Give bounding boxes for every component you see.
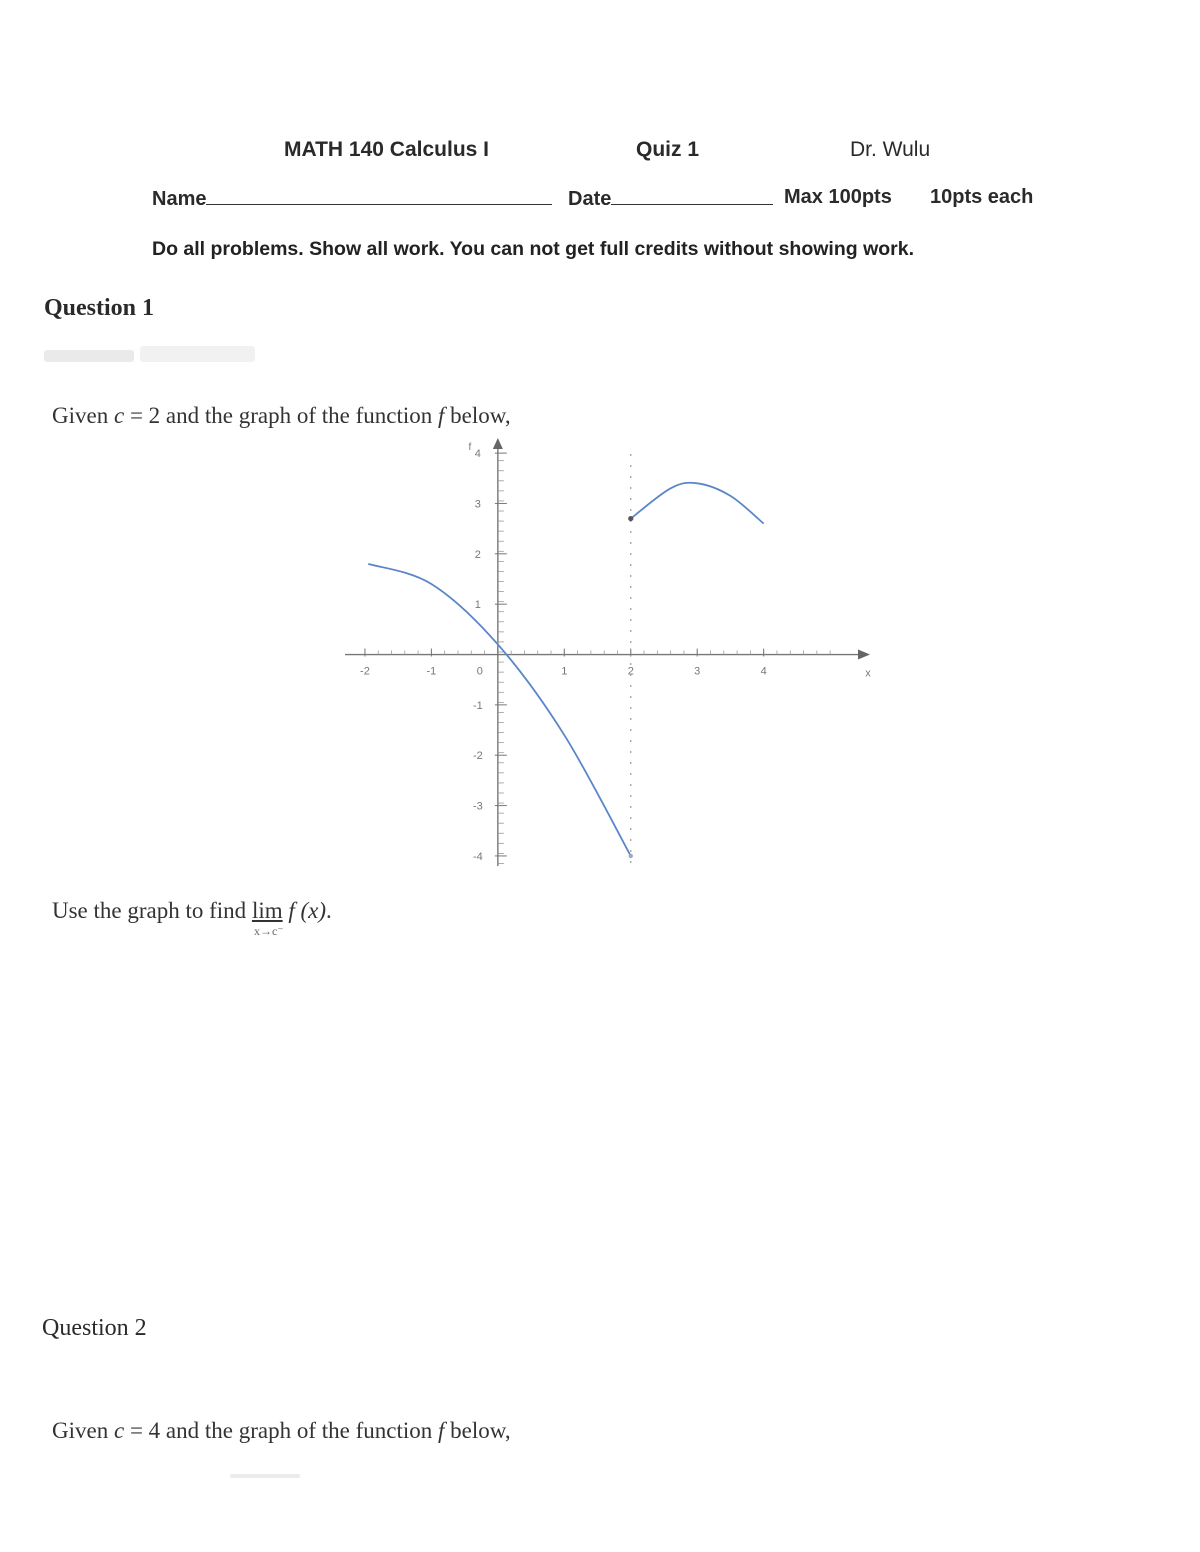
instructor-name: Dr. Wulu xyxy=(850,138,931,161)
y-tick-label: -1 xyxy=(472,699,483,712)
name-field[interactable] xyxy=(152,186,552,211)
y-tick-label: -3 xyxy=(472,800,483,813)
date-label: Date xyxy=(568,188,612,210)
y-tick-label: 3 xyxy=(474,498,481,511)
function-graph xyxy=(330,428,890,878)
curve-left-piece xyxy=(368,564,631,856)
curve-right-piece xyxy=(631,483,764,524)
x-tick-label: 2 xyxy=(627,665,634,678)
y-axis-label: f xyxy=(468,442,472,453)
limit-expression: f (x) xyxy=(288,898,327,923)
max-points: Max 100pts xyxy=(784,186,892,208)
y-tick-label: 2 xyxy=(474,548,481,561)
given-suffix: below, xyxy=(450,403,511,428)
given-variable: c xyxy=(113,1418,125,1443)
course-title: MATH 140 Calculus I xyxy=(284,138,489,161)
points-each: 10pts each xyxy=(930,186,1034,208)
x-tick-label: 1 xyxy=(561,665,568,678)
limit-subscript: x→c⁻ xyxy=(253,924,284,938)
x-tick-label: 4 xyxy=(760,665,767,678)
y-tick-label: -4 xyxy=(472,850,483,863)
scan-smudge xyxy=(230,1474,300,1478)
x-tick-label: 0 xyxy=(476,665,483,678)
question2-title: Question 2 xyxy=(42,1315,147,1341)
given-equation: = 2 and the graph of the function xyxy=(129,403,433,428)
x-tick-label: 3 xyxy=(694,665,701,678)
y-tick-label: -2 xyxy=(472,750,483,763)
limit-notation xyxy=(251,898,284,938)
scan-smudge xyxy=(140,346,255,362)
question1-given xyxy=(52,403,511,429)
prompt-prefix: Use the graph to find xyxy=(52,898,247,923)
given-function: f xyxy=(438,403,445,428)
date-blank[interactable] xyxy=(611,186,773,205)
given-function: f xyxy=(438,1418,445,1443)
y-axis-arrow xyxy=(493,438,503,449)
name-blank[interactable] xyxy=(206,186,552,205)
limit-word: lim xyxy=(251,898,283,923)
x-tick-label: -2 xyxy=(360,665,370,678)
name-label: Name xyxy=(152,188,207,210)
instructions: Do all problems. Show all work. You can not get full credits without showing work. xyxy=(152,238,915,260)
y-tick-label: 1 xyxy=(474,599,481,612)
date-field[interactable] xyxy=(568,186,773,211)
limit-period: . xyxy=(326,898,332,923)
x-tick-label: -1 xyxy=(426,665,437,678)
given-suffix: below, xyxy=(450,1418,511,1443)
given-variable: c xyxy=(113,403,125,428)
x-axis-label: x xyxy=(865,667,871,680)
x-axis-arrow xyxy=(858,650,870,660)
given-prefix: Given xyxy=(52,403,109,428)
scan-smudge xyxy=(44,350,134,362)
given-equation: = 4 and the graph of the function xyxy=(129,1418,433,1443)
y-tick-label: 4 xyxy=(474,448,481,461)
question1-prompt xyxy=(52,898,332,938)
question2-given xyxy=(52,1418,511,1444)
quiz-title: Quiz 1 xyxy=(636,138,700,161)
left-piece-endpoint xyxy=(629,854,633,858)
question1-title: Question 1 xyxy=(44,295,155,321)
given-prefix: Given xyxy=(52,1418,109,1443)
right-piece-endpoint xyxy=(628,516,633,521)
